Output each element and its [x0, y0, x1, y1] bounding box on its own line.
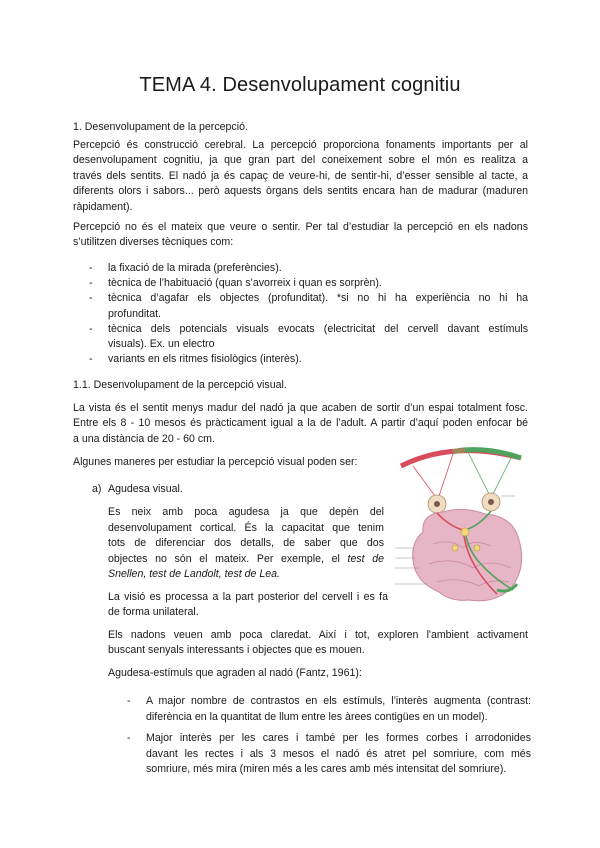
text-line: tècnica dels potencials visuals evocats (electricitat del cervell davant estímuls [108, 322, 528, 335]
bullet-dash: - [89, 322, 93, 335]
list-item [89, 291, 528, 321]
text-line: variants en els ritmes fisiològics (interès). [108, 353, 302, 366]
text-line: somriure, més mira (miren més a les cares amb més intensitat del somriure). [146, 763, 507, 776]
bullet-dash: - [89, 292, 93, 305]
text-line: Entre els 8 - 10 mesos és pràcticament igual a la de l’adult. A partir d’aquí poden enfocar bé [73, 417, 528, 430]
bullet-dash: - [89, 277, 93, 290]
text-line: tots de diferenciar dos detalls, de saber que dos [108, 537, 384, 550]
text-line: la fixació de la mirada (preferències). [108, 262, 282, 274]
text-line: davant les rectes i als 3 mesos el nadó és atret pel somriure, com més [146, 747, 531, 760]
text-line: La visió es processa a la part posterior del cervell i es fa [108, 591, 388, 603]
techniques-list [89, 261, 528, 367]
list-item [127, 694, 531, 725]
text-line: Els nadons veuen amb poca claredat. Així i tot, exploren l'ambient activament [108, 629, 528, 641]
text-line: tècnica d’agafar els objectes (profunditat). *si no hi ha experiència no hi ha [108, 292, 528, 305]
paragraph-percepcio-intro [73, 138, 528, 215]
paragraph-vista [73, 401, 528, 447]
list-item [89, 261, 528, 276]
paragraph-maneres: Algunes maneres per estudiar la percepció visual poden ser: [73, 456, 358, 468]
text-line: desenvolupament cognitiu, ja que gran part del coneixement sobre el món es realitza a [73, 154, 528, 167]
item-a-marker: a) [92, 483, 102, 495]
test-names-italic: test de [347, 552, 384, 565]
section-heading-percepcio-visual: 1.1. Desenvolupament de la percepció visual. [73, 379, 287, 391]
bullet-dash: - [127, 732, 131, 745]
bullet-dash: - [89, 262, 93, 274]
list-item [127, 731, 531, 778]
text-line: Percepció no és el mateix que veure o sentir. Per tal d’estudiar la percepció en els nadons [73, 221, 528, 233]
text-line: Percepció és construcció cerebral. La percepció proporciona fonaments importants per al [73, 139, 528, 151]
text-line: desenvolupament cortical. És la capacitat que tenim [108, 521, 384, 534]
text-line: ràpidament). [73, 200, 133, 213]
text-line: Es neix amb poca agudesa ja que depèn del [108, 506, 384, 518]
text-line: a una distància de 20 - 60 cm. [73, 432, 215, 445]
list-item [89, 352, 528, 367]
stimuli-list [127, 694, 531, 784]
text-line: través dels sentits. El nadó ja és capaç de veure-hi, de sentir-hi, d’esser sensible al tacte, a [73, 169, 528, 182]
text-line [108, 552, 384, 568]
test-names-italic: Snellen, test de Landolt, test de Lea. [108, 568, 280, 581]
paragraph-fantz: Agudesa-estímuls que agraden al nadó (Fantz, 1961): [108, 667, 362, 679]
page-title: TEMA 4. Desenvolupament cognitiu [139, 74, 461, 96]
paragraph-agudesa [108, 505, 384, 583]
text-line: de forma unilateral. [108, 606, 199, 619]
list-item [89, 322, 528, 352]
section-heading-percepcio: 1. Desenvolupament de la percepció. [73, 121, 248, 133]
paragraph-tecniques [73, 220, 528, 251]
text-line: visuals). Ex. un electro [108, 338, 215, 351]
bullet-dash: - [127, 695, 131, 707]
text-fragment: objectes no són el mateix. Per exemple, el [108, 552, 348, 565]
text-line: s’utilitzen diverses tècniques com: [73, 236, 234, 249]
text-line: diferents olors i sabors... però aquests òrgans dels sentits encara han de madurar (maduren [73, 185, 528, 198]
item-a-title: Agudesa visual. [108, 483, 183, 495]
text-line: buscant senyals interessants i objectes que es mouen. [108, 644, 365, 657]
visual-pathway-figure [393, 444, 529, 605]
paragraph-processament [108, 590, 388, 621]
text-line: A major nombre de contrastos en els estímuls, l’interès augmenta (contrast: [146, 695, 531, 707]
text-line: La vista és el sentit menys madur del nadó ja que acaben de sortir d’un espai totalment fosc. [73, 402, 528, 414]
text-line: diferència en la quantitat de llum entre les àrees contigües en un model). [146, 710, 488, 723]
text-line: profunditat. [108, 307, 162, 320]
brain-visual-pathway-illustration [393, 444, 529, 605]
paragraph-nadons [108, 628, 528, 659]
text-line: tècnica de l’habituació (quan s’avorreix i quan es sorprèn). [108, 277, 382, 290]
list-item [89, 276, 528, 291]
bullet-dash: - [89, 353, 93, 366]
text-line: Major interès per les cares i també per les formes corbes i arrodonides [146, 732, 531, 745]
